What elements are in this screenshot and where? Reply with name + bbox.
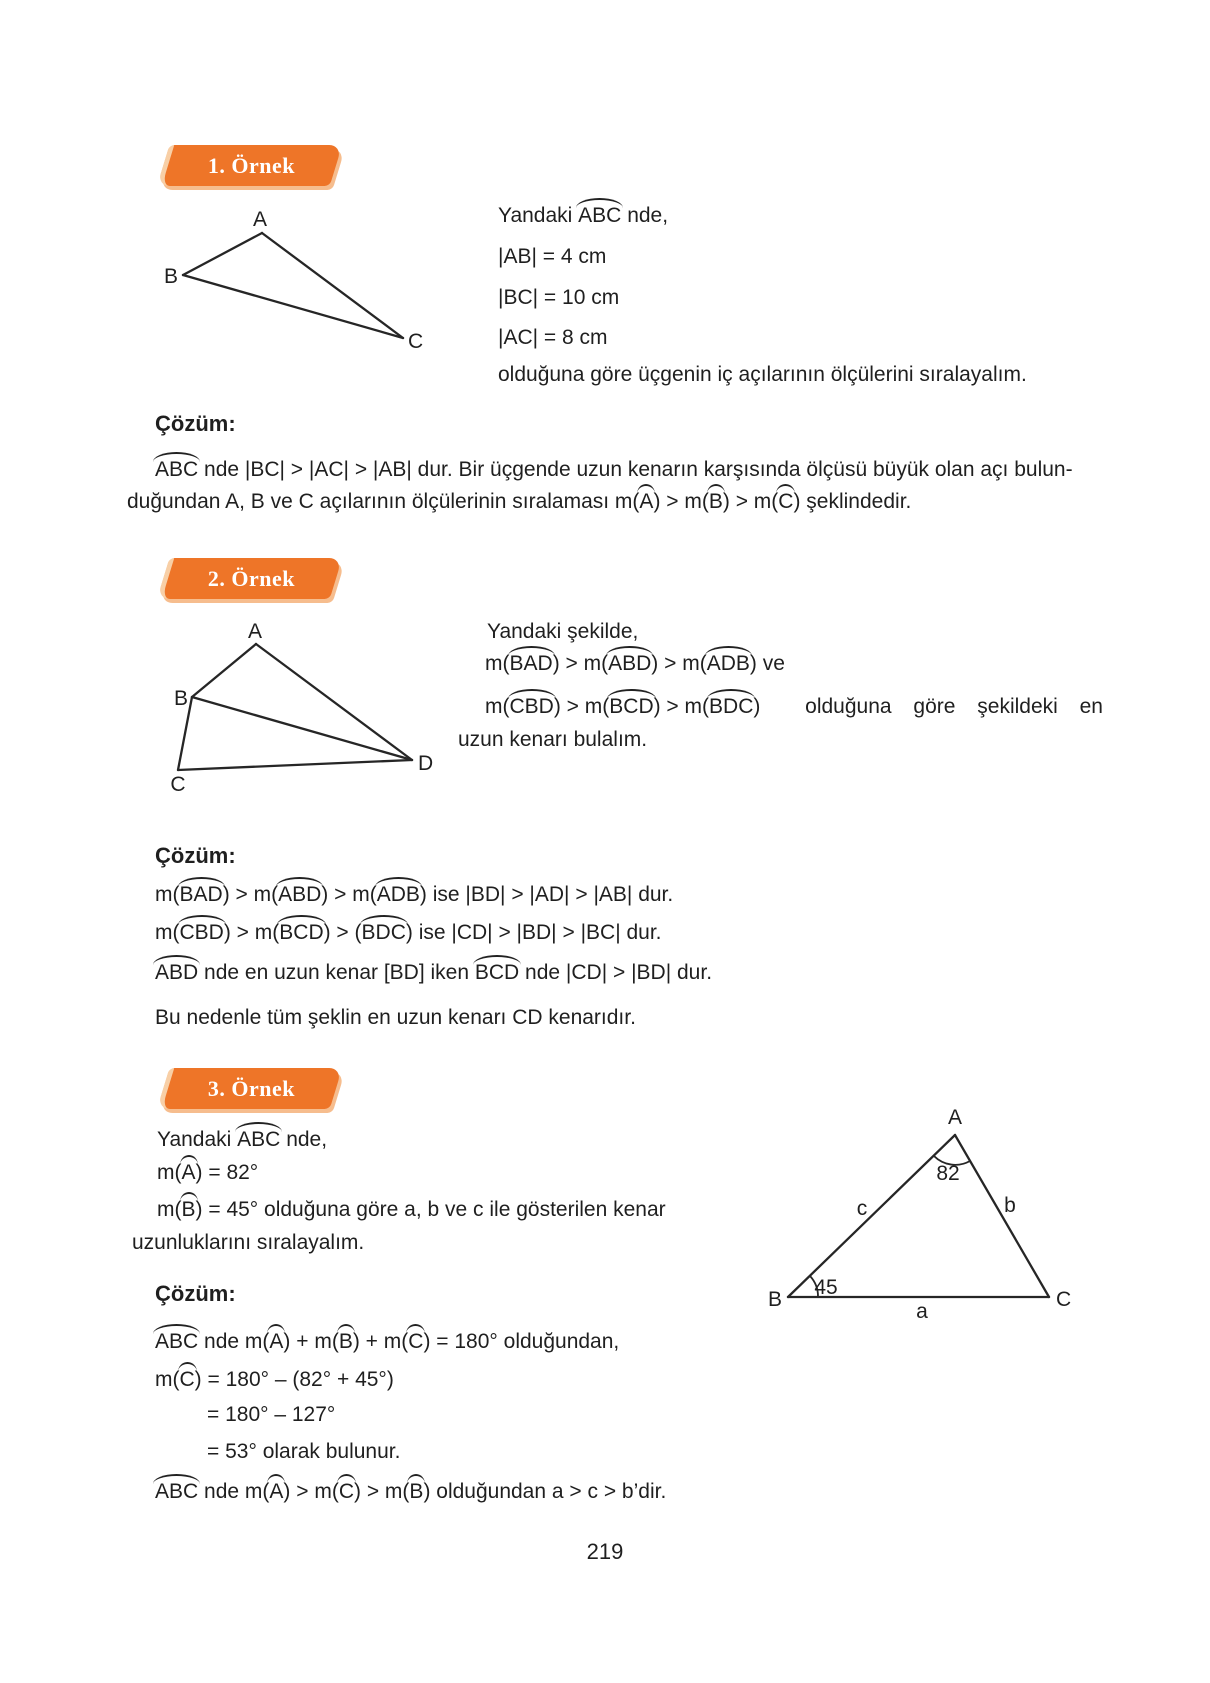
vertex-label-b: B [163, 265, 178, 288]
example-1-triangle-figure [158, 200, 428, 355]
ex3-solution-line: ABC nde m(A) > m(C) > m(B) olduğundan a > c > b’dir. [155, 1480, 667, 1503]
ex1-solution-line: ABC nde |BC| > |AC| > |AB| dur. Bir üçgende uzun kenarın karşısında ölçüsü büyük olan açı bulun- [155, 458, 1073, 481]
ex2-statement-line: uzun kenarı bulalım. [458, 728, 648, 751]
angle-label-82: 82 [936, 1162, 960, 1185]
example-2-title: 2. Örnek [208, 565, 296, 591]
ex1-statement-line: |AC| = 8 cm [498, 326, 608, 349]
vertex-label-a: A [247, 620, 263, 643]
ex2-solution-line: Bu nedenle tüm şeklin en uzun kenarı CD kenarıdır. [155, 1006, 636, 1029]
example-1-banner [157, 145, 343, 186]
vertex-label-b: B [173, 687, 188, 710]
example-3-title: 3. Örnek [208, 1075, 296, 1101]
example-1-title: 1. Örnek [208, 152, 296, 178]
vertex-label-c: C [408, 330, 424, 353]
figure-edges [178, 644, 412, 770]
ex1-statement-line: Yandaki ABC nde, [498, 204, 669, 227]
ex3-solution-line: = 53° olarak bulunur. [207, 1440, 401, 1463]
vertex-label-a: A [252, 208, 268, 231]
page-number: 219 [586, 1539, 624, 1564]
vertex-label-a: A [947, 1106, 963, 1129]
example-3-banner [157, 1068, 343, 1109]
ex1-statement-line: olduğuna göre üçgenin iç açılarının ölçülerini sıralayalım. [498, 363, 1027, 386]
ex3-solution-line: m(C) = 180° – (82° + 45°) [155, 1368, 394, 1391]
ex2-statement-line: Yandaki şekilde, [487, 620, 639, 643]
ex2-statement-line3-text: olduğuna göre şekildeki en [805, 695, 1103, 718]
example-3-triangle-figure [750, 1100, 1080, 1325]
ex1-solution-line: duğundan A, B ve C açılarının ölçülerinin sıralaması m(A) > m(B) > m(C) şeklindedir. [127, 490, 912, 513]
ex3-solution-line: = 180° – 127° [207, 1403, 336, 1426]
ex3-solution-heading: Çözüm: [155, 1281, 236, 1306]
vertex-label-b: B [767, 1288, 782, 1311]
ex1-solution-heading: Çözüm: [155, 411, 236, 436]
ex2-solution-line: ABD nde en uzun kenar [BD] iken BCD nde |CD| > |BD| dur. [155, 961, 713, 984]
example-2-banner [157, 558, 343, 599]
ex2-solution-line: m(BAD) > m(ABD) > m(ADB) ise |BD| > |AD| > |AB| dur. [155, 883, 674, 906]
ex3-statement-line: m(B) = 45° olduğuna göre a, b ve c ile gösterilen kenar [157, 1198, 666, 1221]
ex3-statement-line: uzunluklarını sıralayalım. [132, 1231, 365, 1254]
triangle-edges [183, 233, 403, 338]
ex1-statement-line: |AB| = 4 cm [498, 245, 607, 268]
ex2-solution-line: m(CBD) > m(BCD) > (BDC) ise |CD| > |BD| > |BC| dur. [155, 921, 662, 944]
vertex-label-c: C [170, 773, 186, 795]
vertex-label-d: D [418, 752, 434, 775]
ex3-statement-line: Yandaki ABC nde, [157, 1128, 328, 1151]
vertex-label-c: C [1056, 1288, 1072, 1311]
ex2-solution-heading: Çözüm: [155, 843, 236, 868]
angle-label-45: 45 [814, 1276, 838, 1299]
side-label-a: a [916, 1300, 928, 1323]
ex2-statement-line: m(BAD) > m(ABD) > m(ADB) ve [485, 652, 785, 675]
side-label-c: c [856, 1197, 868, 1220]
ex3-solution-line: ABC nde m(A) + m(B) + m(C) = 180° olduğundan, [155, 1330, 620, 1353]
ex2-statement-line3-math: m(CBD) > m(BCD) > m(BDC) [485, 695, 761, 718]
ex1-statement-line: |BC| = 10 cm [498, 286, 620, 309]
example-2-figure [158, 610, 438, 795]
side-label-b: b [1004, 1194, 1016, 1217]
ex2-statement-line [485, 696, 1103, 717]
ex3-statement-line: m(A) = 82° [157, 1161, 259, 1184]
